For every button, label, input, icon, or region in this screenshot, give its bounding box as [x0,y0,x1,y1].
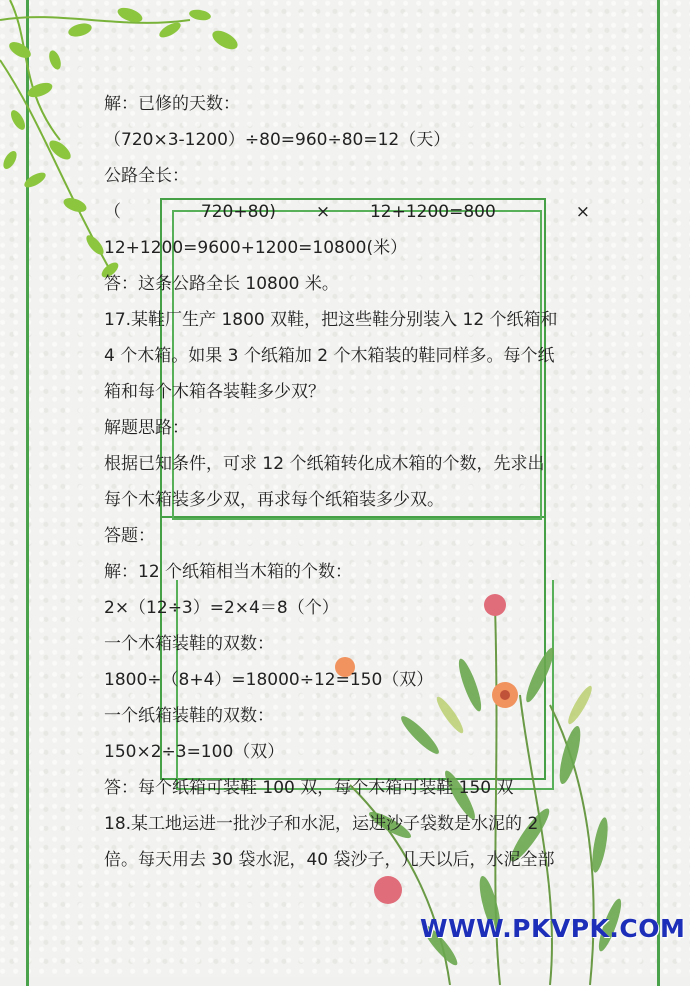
text-line: （720×3-1200）÷80=960÷80=12（天） [104,130,451,150]
text-line: 150×2÷3=100（双） [104,742,285,762]
text-line: 1800÷（8+4）=18000÷12=150（双） [104,670,434,690]
watermark-link[interactable]: WWW.PKVPK.COM [420,914,686,943]
text-line: 一个木箱装鞋的双数： [104,634,274,654]
text-line: 18.某工地运进一批沙子和水泥，运进沙子袋数是水泥的 2 [104,814,539,834]
text-line: 答：这条公路全长 10800 米。 [104,274,339,294]
text-fragment: × [315,202,331,222]
text-fragment: 12+1200=800 [369,202,496,222]
text-fragment: × [575,202,590,222]
text-line: 解题思路： [104,418,189,438]
text-line: 2×（12÷3）=2×4＝8（个） [104,598,339,618]
text-line: 解：12 个纸箱相当木箱的个数： [104,562,353,582]
text-line: 箱和每个木箱各装鞋多少双？ [104,382,325,402]
text-fragment: 720+80) [200,202,276,222]
text-line: 解：已修的天数： [104,94,240,114]
text-line: 倍。每天用去 30 袋水泥，40 袋沙子，几天以后，水泥全部 [104,850,555,870]
text-line: 12+1200=9600+1200=10800(米） [104,238,408,258]
text-line: 一个纸箱装鞋的双数： [104,706,274,726]
text-line: 答：每个纸箱可装鞋 100 双，每个木箱可装鞋 150 双 [104,778,514,798]
text-line: 答题： [104,526,155,546]
text-line: 4 个木箱。如果 3 个纸箱加 2 个木箱装的鞋同样多。每个纸 [104,346,555,366]
document-text [104,86,590,878]
text-line: 根据已知条件，可求 12 个纸箱转化成木箱的个数，先求出 [104,454,545,474]
text-line: 公路全长： [104,166,189,186]
text-line: 17.某鞋厂生产 1800 双鞋，把这些鞋分别装入 12 个纸箱和 [104,310,558,330]
text-fragment: （ [104,202,121,222]
text-line-spread [104,194,590,230]
text-line: 每个木箱装多少双，再求每个纸箱装多少双。 [104,490,444,510]
